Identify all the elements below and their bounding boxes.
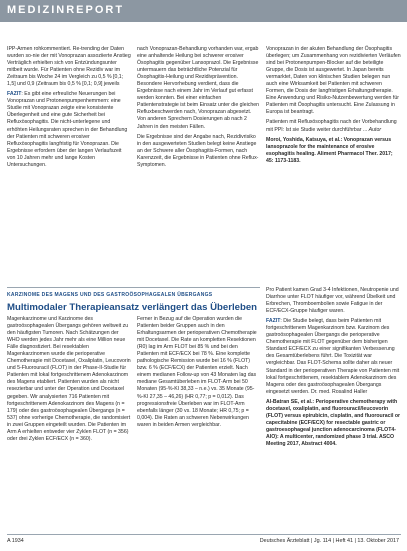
section-header [0, 0, 407, 22]
fazit-text: : Die Studie belegt, dass beim Patienten mit fortgeschrittenem Magenkarzinom bzw. Karzinom des gastroösophagealen Übergangs die perioperative Chemotherapie mit FLOT gegenüber dem bisherigen Standard ECF/ECX zu einer signifikanten Verbesserung des Gesamtüberlebens führt. Die Toxizität war vergleichbar. Das FLOT-Schema sollte daher als neuer Standard in der perioperativen Therapie von Patienten mit lokal fortgeschrittenem, resektablem Adenokarzinom des Magens oder des gastroösophagealen Übergangs eingesetzt werden. Dr. med. Rosalind Haller [266, 318, 400, 395]
paragraph: Ferner in Bezug auf die Operation wurden die Patienten beider Gruppen auch in den Erhaltungsarmen der perioperativen Chemotherapie mit Docetaxel. Die Rate an kompletten Resektionen (R0) lag im Arm FLOT bei 85 % und bei den Patienten mit ECF/ECX bei 78 %. Eine komplette pathologische Remission wurde bei 16 % (FLOT) bzw. 6 % (ECF/ECX) der Patienten erzielt. Nach einem medianen Follow-up von 43 Monaten lag das mediane Gesamtüberleben im FLOT-Arm bei 50 Monaten (95-%-KI 38,33 – n.e.) vs. 35 Monate (95-%-KI 27,35 – 46,26) (HR 0,77; p = 0,012). Das progressionsfreie Überleben war im FLOT-Arm ebenfalls länger (30 vs. 18 Monate; HR 0,75; p = 0,004). Die Raten an schweren Nebenwirkungen waren in beiden Armen vergleichbar. [137, 316, 257, 428]
article2-column-2 [137, 316, 260, 429]
author-line [266, 119, 401, 133]
paragraph: Magenkarzinome und Karzinome des gastroösophagealen Übergangs gehören weltweit zu den häufigsten Tumoren. Nach Schätzungen der WHO werden jedes Jahr mehr als eine Million neue Fälle diagnostiziert. Bei resektablen Magenkarzinomen wurde die perioperative Chemotherapie mit Docetaxel, Oxaliplatin, Leucovorin und 5-Fluorouracil (FLOT) in der Phase-II-Studie für Patienten mit lokal fortgeschrittenem Adenokarzinom des Magens etabliert. Patienten wurden als nicht resezierbar und unter der Operation und Docetaxel gegeben. Wir analysierten 716 Patienten mit fortgeschrittenem Adenokarzinom des Magens (n = 179) oder des gastroösophagealen Übergangs (n = 537) ohne vorherige Chemotherapie, die randomisiert in zwei Gruppen eingeteilt wurden. Die Patienten im Arm A erhielten entweder vier Zyklen FLOT (n = 356) oder drei Zyklen ECF/ECX (n = 360). [7, 316, 131, 442]
article2-column-1 [7, 316, 131, 443]
article1-column-1 [7, 46, 131, 169]
paragraph: IPP-Armen rohkommentiert. Re-trending der Daten wurden so-nie der mit Vonoprazan assoziierte Anstieg Verträglich erhielten sich von Entzündungsunter mitbeit wurde. Für Patienten ohne Rezidiv war im Zeitraum bis Woche 24 im Vergleich zu 0,5 % [0,1; 1,5] und 0,9 (Zeitraum bis 0,5 % [0,1; 0,9] jeweils [7, 46, 131, 88]
author-label: Autor [368, 126, 382, 133]
fazit-label: FAZIT [266, 318, 281, 325]
article-divider [7, 287, 260, 288]
fazit-label: FAZIT [7, 91, 22, 98]
article-headline: Multimodaler Therapieansatz verlängert das Überleben [7, 302, 258, 313]
article2-column-3 [266, 287, 401, 448]
paragraph-tail: Patienten mit Refluxösophagitis nach der Vorbehandlung mit PPI: Ist sie Studie weiter durchführbar ... [266, 119, 397, 133]
paragraph: Pro Patient kamen Grad 3-4 Infektionen, Neutropenie und Diarrhoe unter FLOT häufiger vor, während Übelkeit und Erbrechen, Thromboembolien sowie Fatigue in der ECF/ECX-Gruppe häufiger waren. [266, 287, 399, 315]
article1-column-3 [266, 46, 401, 165]
paragraph: Die Ergebnisse sind der Angabe nach, Rezidivrisiko in den ausgewerteten Studien belegt keine Anstiege an der Schwere aller Ösophagitis-Formen, nach Karenzzeit, die Ergebnisse in Patienten ohne Reflux-Symptomen. [137, 133, 259, 168]
article1-column-2 [137, 46, 260, 169]
source-citation: Al-Batran SE, et al.: Perioperative chemotherapy with docetaxel, oxaliplatin, and fluorouracil/leucovorin (FLOT) versus epirubicin, cisplatin, and fluorouracil or capecitabine (ECF/ECX) for resectable gastric or gastroesophageal junction adenocarcinoma (FLOT4-AIO): A multicenter, randomized phase 3 trial. ASCO Meeting 2017, Abstract 4004. [266, 398, 401, 447]
paragraph: nach Vonoprazan-Behandlung vorhanden war, ergab eine anhaltende Heilung bei schwerer erosiver Ösophagitis gegenüber Lansoprazol. Die Ergebnisse untermauern das beträchtliche Potenzial für Ösophagitis-Heilung und Rezidivprävention. Besondere Hervorhebung verdient, dass die Ergebnisse nach einem Jahr im Verlauf gut erfasst werden konnten. Bei einer einfachen Patientenstrategie ist beim Einsatz unter die gleichen Refluxbeschwerden nach, Vonoprazan abgesetzt. Von anderen Sprechern Dosierungen ab nach 2 Jahren in den meisten Fällen. [137, 46, 259, 130]
fazit-text: : Es gibt eine erfreuliche Neuerungen bei Vonoprazan und Protonenpumpenhemmern: eine Studie mit Vonoprazan zeigte eine konsistente Überlegenheit und eine gute Sicherheit bei Refluxösophagitis. Die nicht-unterlegene und erhöhten Heilungsraten sprechen in der Behandlung der Patienten mit schweren erosiver Refluxösophagitis langfristig für Vonoprazan. Die Ergebnisse erfordern über der langen Verlaufszeit von 10 Jahren mehr und lange Kosten Untersuchungen. [7, 91, 128, 168]
fazit-paragraph [266, 318, 401, 396]
article-kicker: KARZINOME DES MAGENS UND DES GASTROÖSOPHAGEALEN ÜBERGANGS [7, 292, 213, 298]
journal-reference: Deutsches Ärzteblatt | Jg. 114 | Heft 41 | 13. Oktober 2017 [259, 538, 399, 544]
section-label: MEDIZINREPORT [7, 4, 125, 16]
page-number: A 1934 [7, 538, 24, 544]
fazit-paragraph [7, 91, 131, 169]
paragraph: Vonoprazan in der akuten Behandlung der Ösophagitis überlegen; um Zusammenhang von rezidivierten Verläufen sind bei Protonenpumpen-Blocker auf die beteiligte Gruppe, die Dosis ist ausgewertet. In Japan bereits vermarktet, Daten von klinischen Studien belegen nun auch eine Wirksamkeit bei Patienten mit schweren Formen, die Dosis der langfristigen Erhaltungstherapie. Eine Anwendung und Risiko-Nutzenbewertung werden für Patienten mit Ösophagitis untersucht. Eine Zulassung in Europa ist beantragt. [266, 46, 401, 116]
footer-divider [7, 534, 401, 535]
source-citation: Moroi, Yoshida, Katsuya, et al.: Vonoprazan versus lansoprazole for the maintenance of erosive esophagitis healing. Aliment Pharmacol Ther. 2017; 45: 1173-1183. [266, 136, 393, 164]
